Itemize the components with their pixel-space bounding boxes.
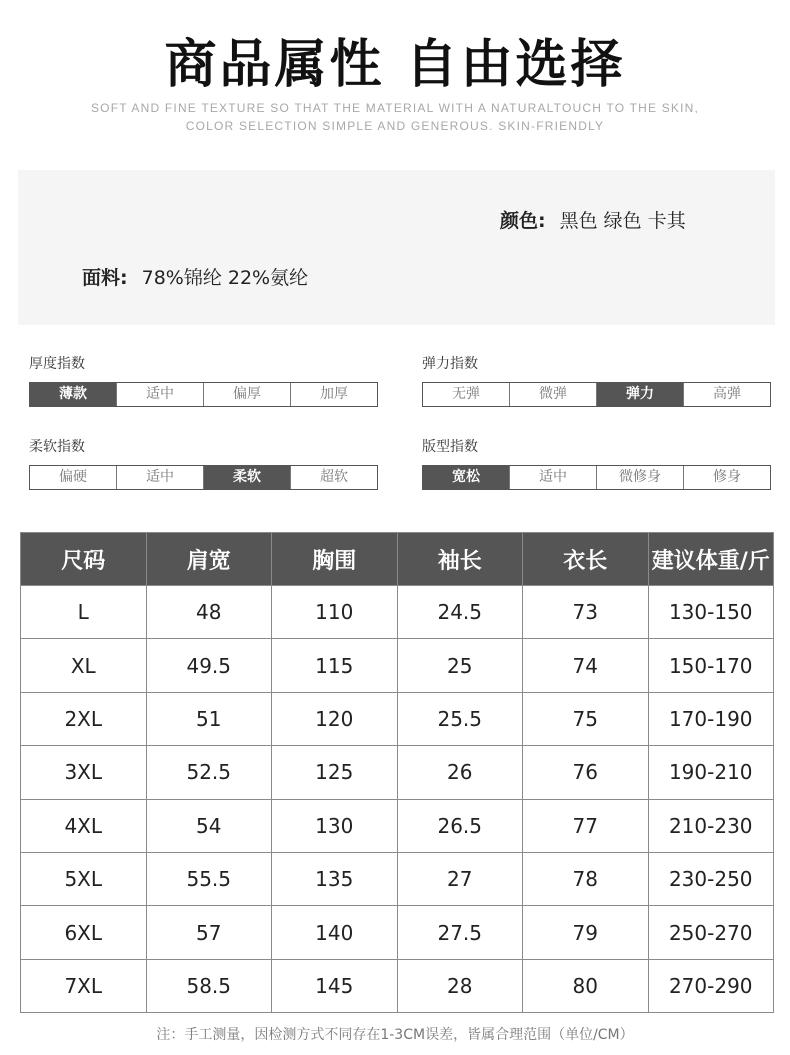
page-title: 商品属性 自由选择 [164, 35, 626, 95]
table-cell: 73 [523, 586, 649, 639]
table-cell: 25.5 [397, 692, 523, 745]
elasticity-option: 微弹 [510, 383, 597, 406]
table-cell: 26.5 [397, 799, 523, 852]
table-cell: 74 [523, 639, 649, 692]
thickness-index [29, 354, 378, 407]
table-cell: 24.5 [397, 586, 523, 639]
softness-index-title: 柔软指数 [29, 439, 85, 455]
table-cell: 110 [272, 586, 398, 639]
table-cell: 125 [272, 746, 398, 799]
elasticity-option: 高弹 [713, 386, 741, 402]
table-cell: 145 [272, 959, 398, 1012]
table-cell: 150-170 [648, 639, 774, 692]
header-sleeve: 袖长 [397, 533, 523, 586]
table-cell: 140 [272, 906, 398, 959]
subtitle-line-2: COLOR SELECTION SIMPLE AND GENEROUS. SKIN-FRIENDLY [185, 119, 605, 133]
fabric-label: 面料: [82, 267, 128, 289]
table-cell: 6XL [21, 906, 147, 959]
table-cell: 76 [523, 746, 649, 799]
table-cell: 120 [272, 692, 398, 745]
elasticity-index-title: 弹力指数 [422, 356, 478, 372]
table-cell: 115 [272, 639, 398, 692]
table-cell: 58.5 [146, 959, 272, 1012]
table-cell: 49.5 [146, 639, 272, 692]
table-row [21, 692, 774, 745]
table-cell: 7XL [21, 959, 147, 1012]
table-row [21, 799, 774, 852]
table-cell: 57 [146, 906, 272, 959]
table-cell: 54 [146, 799, 272, 852]
softness-index-bar [29, 465, 378, 490]
table-cell: 3XL [21, 746, 147, 799]
fit-option: 宽松 [423, 466, 510, 489]
table-cell: 75 [523, 692, 649, 745]
elasticity-index-bar [422, 382, 771, 407]
header-size: 尺码 [21, 533, 147, 586]
table-cell: 190-210 [648, 746, 774, 799]
table-row [21, 959, 774, 1012]
softness-option: 适中 [117, 466, 204, 489]
table-row [21, 746, 774, 799]
size-table-header-row [21, 533, 774, 586]
table-cell: 52.5 [146, 746, 272, 799]
table-row [21, 639, 774, 692]
table-cell: 210-230 [648, 799, 774, 852]
table-cell: L [21, 586, 147, 639]
color-label: 颜色: [500, 210, 546, 232]
header-weight: 建议体重/斤 [648, 533, 774, 586]
fit-option: 适中 [510, 466, 597, 489]
table-cell: 170-190 [648, 692, 774, 745]
table-cell: 130 [272, 799, 398, 852]
table-cell: 51 [146, 692, 272, 745]
table-cell: 250-270 [648, 906, 774, 959]
fabric-attribute [82, 263, 308, 290]
table-cell: 80 [523, 959, 649, 1012]
table-cell: 230-250 [648, 852, 774, 905]
table-cell: 2XL [21, 692, 147, 745]
thickness-option: 薄款 [30, 383, 117, 406]
table-cell: 5XL [21, 852, 147, 905]
fabric-value: 78%锦纶 22%氨纶 [141, 267, 309, 289]
thickness-index-bar [29, 382, 378, 407]
thickness-option: 偏厚 [204, 383, 291, 406]
table-cell: 27.5 [397, 906, 523, 959]
softness-option: 柔软 [204, 466, 291, 489]
table-cell: XL [21, 639, 147, 692]
table-cell: 79 [523, 906, 649, 959]
fit-option: 微修身 [597, 466, 684, 489]
attributes-panel [18, 170, 775, 325]
fit-index-bar [422, 465, 771, 490]
table-cell: 78 [523, 852, 649, 905]
color-attribute [500, 206, 686, 233]
size-chart-table [20, 532, 774, 1013]
header-length: 衣长 [523, 533, 649, 586]
header-shoulder: 肩宽 [146, 533, 272, 586]
fit-index-title: 版型指数 [422, 439, 478, 455]
table-cell: 4XL [21, 799, 147, 852]
thickness-index-title: 厚度指数 [29, 356, 85, 372]
table-cell: 28 [397, 959, 523, 1012]
elasticity-option: 弹力 [597, 383, 684, 406]
table-cell: 270-290 [648, 959, 774, 1012]
table-row [21, 586, 774, 639]
softness-option: 偏硬 [30, 466, 117, 489]
elasticity-index [422, 354, 771, 407]
table-cell: 135 [272, 852, 398, 905]
elasticity-option: 无弹 [423, 383, 510, 406]
table-cell: 55.5 [146, 852, 272, 905]
table-cell: 26 [397, 746, 523, 799]
header-chest: 胸围 [272, 533, 398, 586]
table-cell: 48 [146, 586, 272, 639]
softness-index [29, 437, 378, 490]
softness-option: 超软 [320, 469, 348, 485]
thickness-option: 加厚 [320, 386, 348, 402]
color-value: 黑色 绿色 卡其 [559, 210, 686, 232]
table-row [21, 852, 774, 905]
table-cell: 27 [397, 852, 523, 905]
thickness-option: 适中 [117, 383, 204, 406]
fit-index [422, 437, 771, 490]
measurement-note: 注：手工测量，因检测方式不同存在1-3CM误差，皆属合理范围（单位/CM） [156, 1027, 634, 1043]
table-cell: 130-150 [648, 586, 774, 639]
table-row [21, 906, 774, 959]
table-cell: 25 [397, 639, 523, 692]
fit-option: 修身 [713, 469, 741, 485]
table-cell: 77 [523, 799, 649, 852]
subtitle-line-1: SOFT AND FINE TEXTURE SO THAT THE MATERIAL WITH A NATURALTOUCH TO THE SKIN, [90, 101, 700, 115]
